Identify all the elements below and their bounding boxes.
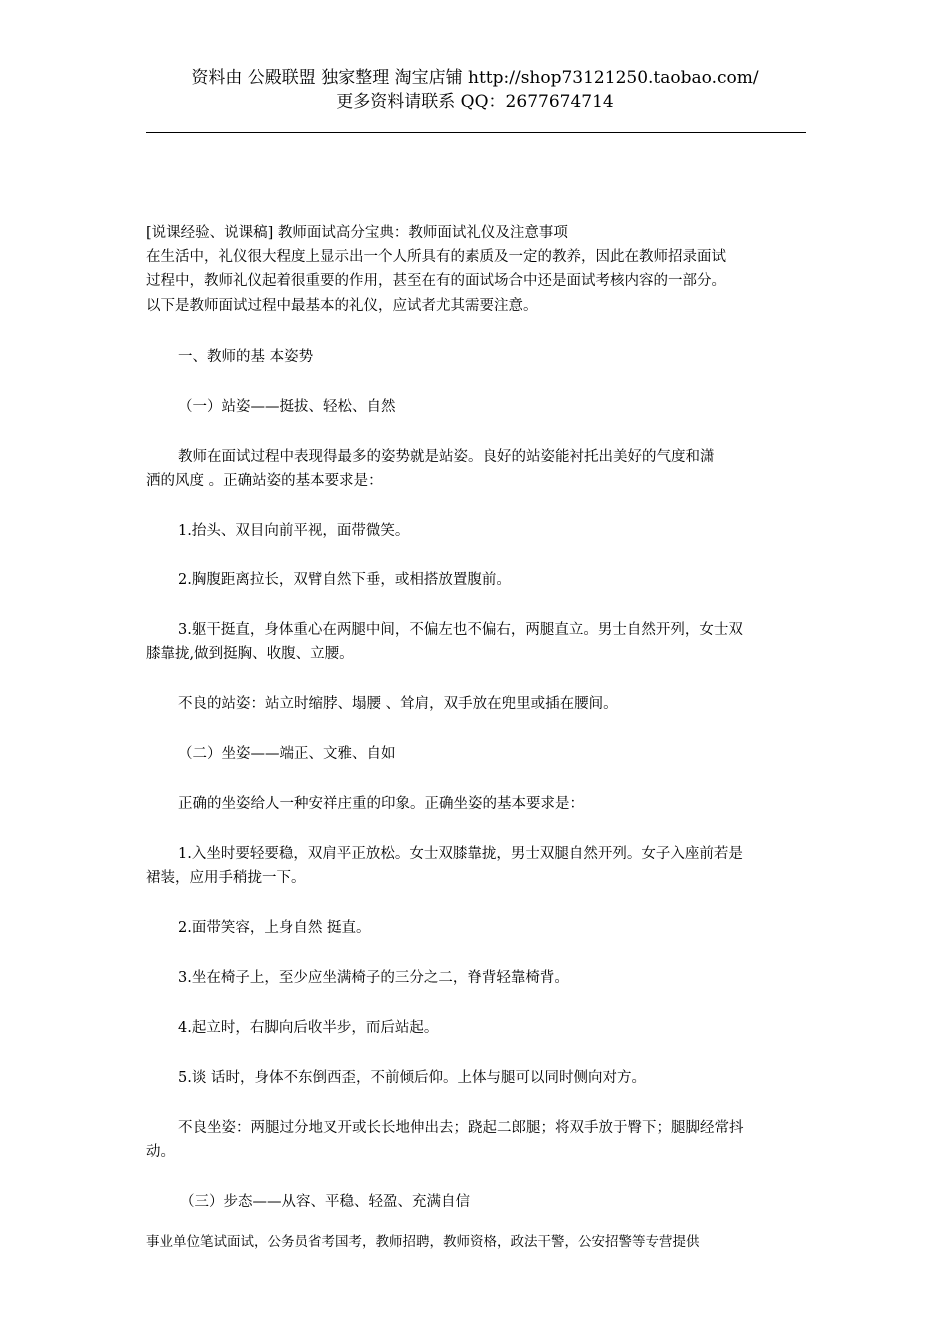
- standing-bad: 不良的站姿：站立时缩脖、塌腰 、耸肩，双手放在兜里或插在腰间。: [178, 696, 618, 712]
- standing-para-line-2: 洒的风度 。正确站姿的基本要求是：: [146, 473, 383, 489]
- standing-item-3-line-2: 膝靠拢,做到挺胸、收腹、立腰。: [146, 646, 354, 662]
- sub-heading-sitting: （二）坐姿——端正、文雅、自如: [178, 746, 396, 762]
- intro-line-1: 在生活中，礼仪很大程度上显示出一个人所具有的素质及一定的教养，因此在教师招录面试: [146, 249, 726, 265]
- sitting-bad-line-2: 动。: [146, 1144, 175, 1160]
- sitting-item-1-line-2: 裙装，应用手稍拢一下。: [146, 870, 306, 886]
- sitting-item-1-line-1: 1.入坐时要轻要稳，双肩平正放松。女士双膝靠拢，男士双腿自然开列。女子入座前若是: [178, 846, 743, 862]
- sitting-para: 正确的坐姿给人一种安祥庄重的印象。正确坐姿的基本要求是：: [178, 796, 584, 812]
- intro-line-2: 过程中，教师礼仪起着很重要的作用，甚至在有的面试场合中还是面试考核内容的一部分。: [146, 273, 726, 289]
- standing-item-1: 1.抬头、双目向前平视，面带微笑。: [178, 523, 410, 539]
- standing-item-3-line-1: 3.躯干挺直，身体重心在两腿中间，不偏左也不偏右，两腿直立。男士自然开列，女士双: [178, 622, 743, 638]
- header-line-2: 更多资料请联系 QQ：2677674714: [336, 92, 614, 112]
- standing-para-line-1: 教师在面试过程中表现得最多的姿势就是站姿。良好的站姿能衬托出美好的气度和潇: [178, 449, 715, 465]
- page-header: [0, 66, 950, 114]
- section-heading-1: 一、教师的基 本姿势: [178, 349, 314, 365]
- document-title: [说课经验、说课稿] 教师面试高分宝典：教师面试礼仪及注意事项: [146, 225, 568, 241]
- intro-line-3: 以下是教师面试过程中最基本的礼仪，应试者尤其需要注意。: [146, 298, 538, 314]
- sitting-item-5: 5.谈 话时，身体不东倒西歪，不前倾后仰。上体与腿可以同时侧向对方。: [178, 1070, 646, 1086]
- sitting-bad-line-1: 不良坐姿：两腿过分地叉开或长长地伸出去；跷起二郎腿；将双手放于臀下；腿脚经常抖: [178, 1120, 744, 1136]
- page-footer: 事业单位笔试面试，公务员省考国考，教师招聘，教师资格，政法干警，公安招警等专营提供: [146, 1234, 700, 1250]
- sub-heading-walking: （三）步态——从容、平稳、轻盈、充满自信: [180, 1194, 470, 1210]
- standing-item-2: 2.胸腹距离拉长，双臂自然下垂，或相搭放置腹前。: [178, 572, 511, 588]
- header-divider: [146, 132, 806, 133]
- sitting-item-4: 4.起立时，右脚向后收半步，而后站起。: [178, 1020, 439, 1036]
- sitting-item-2: 2.面带笑容，上身自然 挺直。: [178, 920, 371, 936]
- sitting-item-3: 3.坐在椅子上，至少应坐满椅子的三分之二，脊背轻靠椅背。: [178, 970, 569, 986]
- header-line-1: 资料由 公殿联盟 独家整理 淘宝店铺 http://shop73121250.taobao.com/: [191, 68, 759, 88]
- sub-heading-standing: （一）站姿——挺拔、轻松、自然: [178, 399, 396, 415]
